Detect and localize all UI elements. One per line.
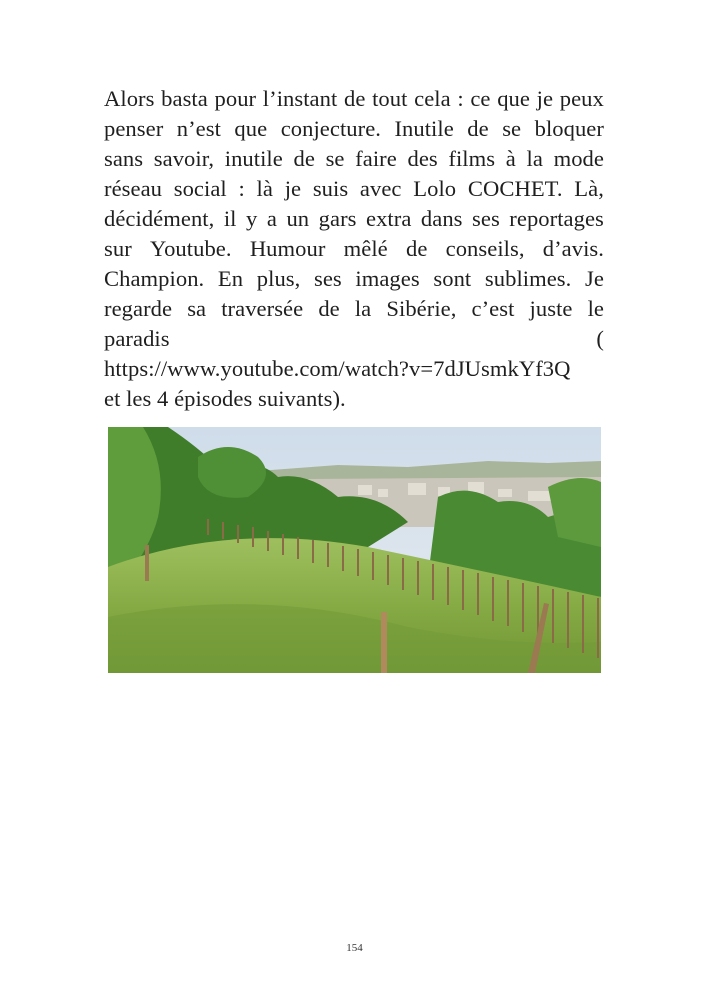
word: réseau: [104, 176, 162, 201]
word: d’avis.: [542, 236, 604, 261]
word: penser: [104, 116, 164, 141]
page-number: 154: [346, 942, 363, 954]
word: (: [596, 326, 604, 351]
word: que: [497, 86, 530, 111]
word: paradis: [104, 326, 170, 351]
word: il: [223, 206, 237, 231]
word: plus,: [256, 266, 301, 291]
word: juste: [529, 296, 573, 321]
word: à: [505, 146, 516, 171]
word: traversée: [221, 296, 304, 321]
word: regarde: [104, 296, 173, 321]
word: de: [318, 296, 340, 321]
word: savoir,: [153, 146, 215, 171]
text-line: [104, 264, 604, 294]
word: je: [284, 176, 302, 201]
word: sublimes.: [484, 266, 572, 291]
word: inutile: [224, 146, 283, 171]
text-line: [104, 234, 604, 264]
word: là: [256, 176, 273, 201]
text-line: [104, 294, 604, 324]
word: Youtube.: [149, 236, 232, 261]
text-line: [104, 114, 604, 144]
word: sont: [433, 266, 472, 291]
word: Alors: [104, 86, 155, 111]
word: cela: [414, 86, 451, 111]
word: sans: [104, 146, 144, 171]
word: ses: [472, 206, 500, 231]
word: Sibérie,: [386, 296, 457, 321]
word: faire: [355, 146, 397, 171]
word: pour: [214, 86, 257, 111]
word: Là,: [574, 176, 604, 201]
text-line: [104, 324, 604, 354]
word: la: [354, 296, 372, 321]
word: peux: [559, 86, 604, 111]
word: n’est: [176, 116, 221, 141]
word: COCHET.: [467, 176, 563, 201]
word: que: [234, 116, 268, 141]
word: tout: [372, 86, 408, 111]
word: de: [467, 116, 489, 141]
text-line: [104, 174, 604, 204]
word: :: [457, 86, 464, 111]
text-line: et les 4 épisodes suivants).: [104, 386, 346, 411]
word: films: [448, 146, 496, 171]
word: le: [587, 296, 604, 321]
word: de: [293, 146, 315, 171]
text-line: [104, 84, 604, 114]
word: gars: [318, 206, 357, 231]
text-line: [104, 204, 604, 234]
landscape-photo: [108, 427, 601, 673]
word: des: [407, 146, 438, 171]
word: l’instant: [262, 86, 338, 111]
word: social: [173, 176, 227, 201]
word: Je: [585, 266, 604, 291]
word: Inutile: [394, 116, 454, 141]
text-line: [104, 144, 604, 174]
word: basta: [161, 86, 208, 111]
word: Humour: [249, 236, 326, 261]
word: sur: [104, 236, 132, 261]
word: suis: [312, 176, 349, 201]
word: de: [343, 86, 366, 111]
word: se: [502, 116, 522, 141]
word: mode: [553, 146, 604, 171]
word: conseils,: [445, 236, 525, 261]
word: reportages: [509, 206, 604, 231]
word: :: [238, 176, 245, 201]
word: extra: [366, 206, 412, 231]
word: c’est: [471, 296, 515, 321]
word: décidément,: [104, 206, 215, 231]
word: images: [355, 266, 420, 291]
word: Champion.: [104, 266, 205, 291]
word: de: [405, 236, 428, 261]
word: Lolo: [413, 176, 457, 201]
word: sa: [187, 296, 207, 321]
word: se: [325, 146, 345, 171]
word: conjecture.: [280, 116, 381, 141]
word: a: [266, 206, 277, 231]
word: y: [246, 206, 258, 231]
word: ses: [313, 266, 342, 291]
word: un: [286, 206, 310, 231]
youtube-link-text: https://www.youtube.com/watch?v=7dJUsmkYf3Q: [104, 356, 571, 381]
word: je: [536, 86, 554, 111]
word: En: [217, 266, 244, 291]
word: bloquer: [534, 116, 604, 141]
word: avec: [359, 176, 402, 201]
word: dans: [420, 206, 463, 231]
word: mêlé: [343, 236, 388, 261]
word: ce: [470, 86, 491, 111]
word: la: [526, 146, 543, 171]
